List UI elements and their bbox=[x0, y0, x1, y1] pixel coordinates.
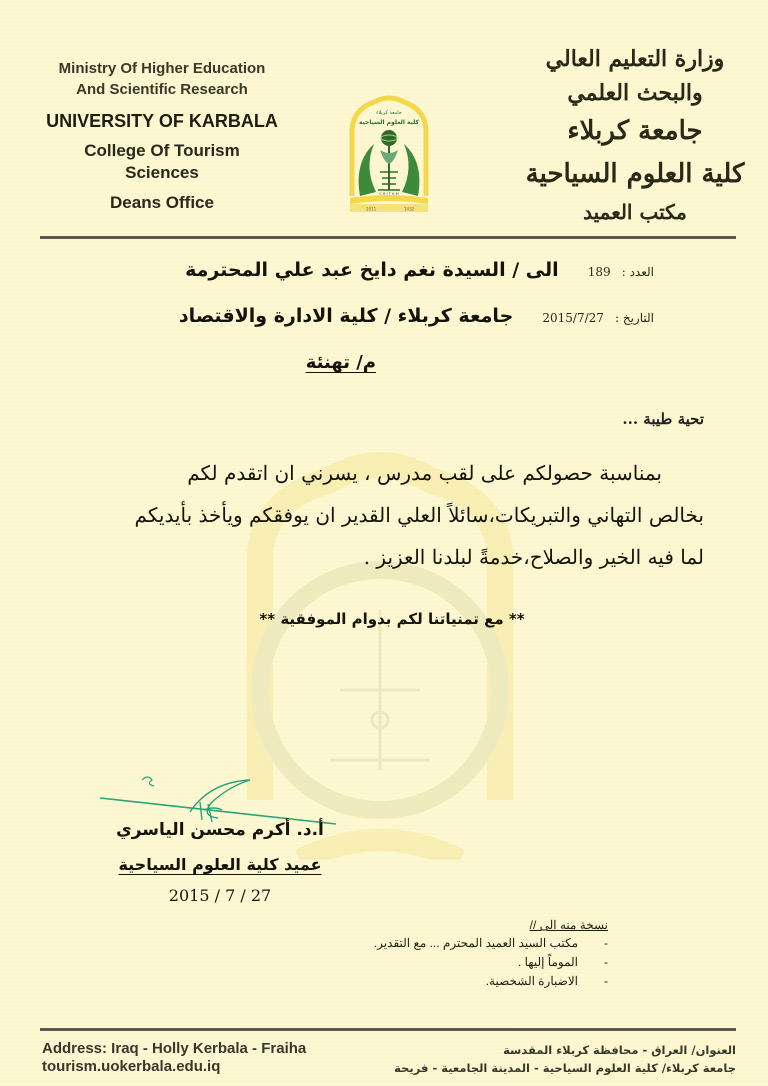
reference-number-row bbox=[185, 259, 654, 281]
footer-arabic bbox=[394, 1041, 736, 1077]
header-divider bbox=[40, 236, 736, 239]
date-label: التاريخ : bbox=[614, 311, 654, 325]
signatory-name: أ.د. أكرم محسن الياسري bbox=[116, 820, 324, 840]
date-value: 2015/7/27 bbox=[542, 311, 604, 325]
ministry-line-1: Ministry Of Higher Education bbox=[58, 60, 266, 77]
copies-list bbox=[348, 918, 608, 991]
ministry-arabic: وزارة التعليم العالي والبحث العلمي bbox=[545, 46, 725, 106]
number-value: 189 bbox=[587, 265, 611, 279]
subject-line: م/ تهنئة bbox=[305, 352, 376, 373]
university-name: UNIVERSITY OF KARBALA bbox=[46, 111, 278, 131]
svg-text:1432: 1432 bbox=[404, 206, 415, 212]
copy-item: -الاضبارة الشخصية. bbox=[485, 974, 608, 988]
ministry-line-2: And Scientific Research bbox=[76, 81, 248, 98]
footer-address-arabic-2: جامعة كربلاء/ كلية العلوم السياحية - المدينة الجامعية - فريحة bbox=[394, 1061, 736, 1075]
svg-text:كلية العلوم السياحية: كلية العلوم السياحية bbox=[358, 119, 420, 126]
number-label: العدد : bbox=[621, 265, 654, 279]
body-line-1: بمناسبة حصولكم على لقب مدرس ، يسرني ان اتقدم لكم bbox=[187, 461, 662, 485]
footer-address: Address: Iraq - Holly Kerbala - Fraiha bbox=[42, 1040, 307, 1057]
letterhead-arabic bbox=[510, 42, 760, 228]
copy-item: -مكتب السيد العميد المحترم ... مع التقدير. bbox=[373, 936, 608, 950]
college-name: College Of Tourism Sciences bbox=[84, 141, 240, 182]
copies-title: نسخة منه الى // bbox=[529, 918, 608, 932]
university-arabic: جامعة كربلاء bbox=[567, 116, 703, 146]
office-arabic: مكتب العميد bbox=[583, 200, 687, 224]
signature-date: 2015 / 7 / 27 bbox=[168, 886, 272, 905]
date-row bbox=[179, 305, 654, 327]
footer-divider bbox=[40, 1028, 736, 1031]
letterhead-english bbox=[46, 58, 278, 214]
svg-text:جامعة كربلاء: جامعة كربلاء bbox=[376, 110, 402, 116]
college-arabic: كلية العلوم السياحية bbox=[525, 159, 745, 189]
footer-english bbox=[42, 1040, 306, 1076]
office-name: Deans Office bbox=[110, 193, 214, 212]
college-logo bbox=[346, 92, 432, 214]
svg-text:2011: 2011 bbox=[366, 206, 377, 212]
copy-item: -الموماً إليها . bbox=[517, 955, 608, 969]
body-line-2: بخالص التهاني والتبريكات،سائلاً العلي القدير ان يوفقكم ويأخذ بأيديكم bbox=[134, 503, 704, 527]
signatory-title: عميد كلية العلوم السياحية bbox=[118, 855, 322, 874]
body-line-3: لما فيه الخير والصلاح،خدمةً لبلدنا العزيز . bbox=[363, 545, 704, 569]
footer-website: tourism.uokerbala.edu.iq bbox=[42, 1058, 221, 1075]
addressee: الى / السيدة نغم دايخ عبد علي المحترمة bbox=[185, 259, 559, 281]
greeting: تحية طيبة ... bbox=[622, 410, 704, 428]
addressee-organization: جامعة كربلاء / كلية الادارة والاقتصاد bbox=[178, 305, 514, 327]
svg-text:C R I T H M: C R I T H M bbox=[379, 192, 399, 196]
footer-address-arabic-1: العنوان/ العراق - محافظة كربلاء المقدسة bbox=[503, 1043, 736, 1057]
closing-wish: ** مع تمنياتنا لكم بدوام الموفقية ** bbox=[259, 610, 525, 628]
letter-body bbox=[104, 452, 704, 578]
